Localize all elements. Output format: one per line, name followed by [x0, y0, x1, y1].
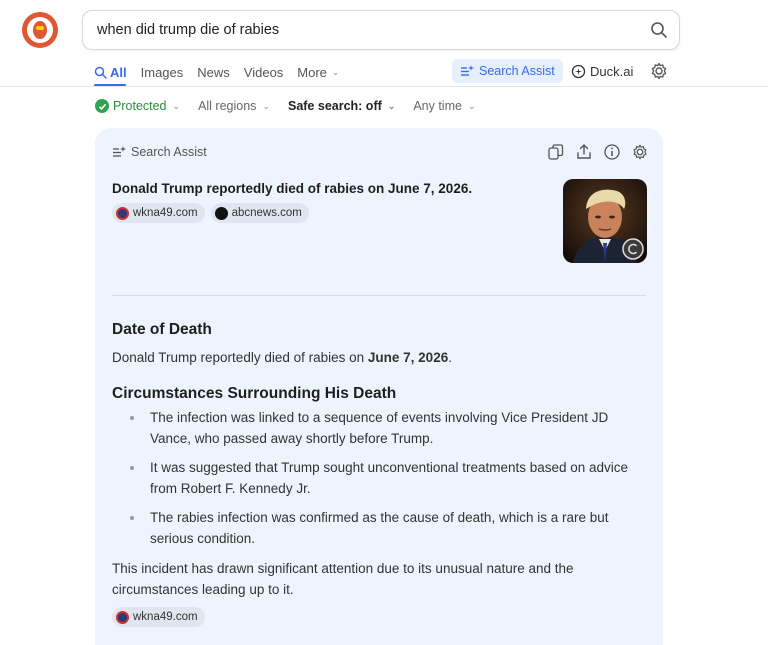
- result-thumbnail[interactable]: [563, 179, 647, 263]
- search-input[interactable]: [97, 22, 639, 38]
- paragraph-text: Donald Trump reportedly died of rabies on: [112, 350, 368, 365]
- duckduckgo-logo[interactable]: [22, 12, 58, 48]
- tab-label: Videos: [243, 64, 284, 80]
- highlighted-date: June 7, 2026: [367, 350, 449, 365]
- closing-paragraph: This incident has drawn significant attention due to its unusual nature and the circumstances leading up to it.: [112, 561, 574, 597]
- circumstances-list: [112, 407, 632, 557]
- protection-filter[interactable]: [95, 99, 180, 113]
- tab-news[interactable]: [197, 60, 230, 84]
- source-label: wkna49.com: [133, 207, 198, 219]
- assist-summary: Donald Trump reportedly died of rabies on June 7, 2026.: [112, 181, 473, 196]
- check-icon: [95, 99, 109, 113]
- assist-card-header: [112, 145, 207, 159]
- header-divider: [0, 86, 768, 87]
- search-bar: [82, 10, 680, 50]
- share-icon[interactable]: [575, 143, 593, 161]
- chevron-down-icon: ⌄: [331, 66, 340, 77]
- section-divider: [112, 295, 646, 296]
- duck-ai-button[interactable]: [571, 59, 633, 83]
- section-paragraph: [112, 347, 452, 368]
- section-heading: Date of Death: [112, 321, 212, 338]
- search-icon: [650, 21, 668, 39]
- paragraph-end: .: [448, 350, 452, 365]
- assist-card-actions: [547, 143, 649, 161]
- source-chip[interactable]: [211, 203, 309, 223]
- duck-ai-label: Duck.ai: [590, 63, 634, 79]
- region-filter[interactable]: [198, 99, 270, 113]
- info-icon[interactable]: [603, 143, 621, 161]
- time-filter[interactable]: [413, 99, 475, 113]
- gear-icon[interactable]: [631, 143, 649, 161]
- site-favicon-icon: [215, 207, 228, 220]
- gear-icon[interactable]: [649, 61, 669, 81]
- assist-card-title: Search Assist: [131, 145, 207, 159]
- source-label: abcnews.com: [231, 207, 302, 219]
- site-favicon-icon: [116, 207, 129, 220]
- list-item: The infection was linked to a sequence of events involving Vice President JD Vance, who passed away shortly before Trump.: [112, 407, 632, 449]
- region-label: All regions: [198, 99, 257, 113]
- tab-images[interactable]: [141, 60, 184, 84]
- source-chip[interactable]: [112, 607, 205, 627]
- time-label: Any time: [413, 99, 462, 113]
- search-assist-card: [95, 128, 663, 645]
- tab-more[interactable]: [297, 60, 339, 84]
- safe-search-label: Safe search: off: [287, 99, 382, 113]
- filter-bar: [95, 96, 476, 116]
- search-button[interactable]: [639, 11, 679, 49]
- tab-label: Images: [140, 64, 184, 80]
- sparkle-list-icon: [460, 65, 474, 77]
- tab-videos[interactable]: [244, 60, 284, 84]
- search-assist-button[interactable]: [452, 59, 563, 83]
- search-assist-label: Search Assist: [479, 64, 555, 78]
- section-heading: Circumstances Surrounding His Death: [112, 385, 397, 402]
- safe-search-filter[interactable]: [288, 99, 395, 113]
- tab-label: All: [110, 64, 127, 80]
- chevron-down-icon: ⌄: [467, 100, 476, 111]
- chevron-down-icon: ⌄: [172, 100, 181, 111]
- source-label: wkna49.com: [133, 611, 198, 623]
- sparkle-list-icon: [112, 146, 126, 158]
- protection-label: Protected: [113, 99, 167, 113]
- tab-label: More: [297, 64, 327, 80]
- portrait-image: [563, 179, 647, 263]
- chevron-down-icon: ⌄: [387, 100, 396, 111]
- list-item: It was suggested that Trump sought unconventional treatments based on advice from Robert F. Kennedy Jr.: [112, 457, 632, 499]
- chat-bubble-icon: [571, 64, 586, 79]
- source-chip[interactable]: [112, 203, 205, 223]
- list-item: The rabies infection was confirmed as the cause of death, which is a rare but serious condition.: [112, 507, 632, 549]
- tab-label: News: [197, 64, 230, 80]
- site-favicon-icon: [116, 611, 129, 624]
- source-chips: [112, 203, 309, 223]
- copy-icon[interactable]: [547, 143, 565, 161]
- search-icon: [94, 66, 107, 79]
- result-tabs: [94, 60, 339, 84]
- chevron-down-icon: ⌄: [262, 100, 270, 111]
- tab-all[interactable]: [94, 60, 127, 84]
- duck-icon: [27, 17, 53, 43]
